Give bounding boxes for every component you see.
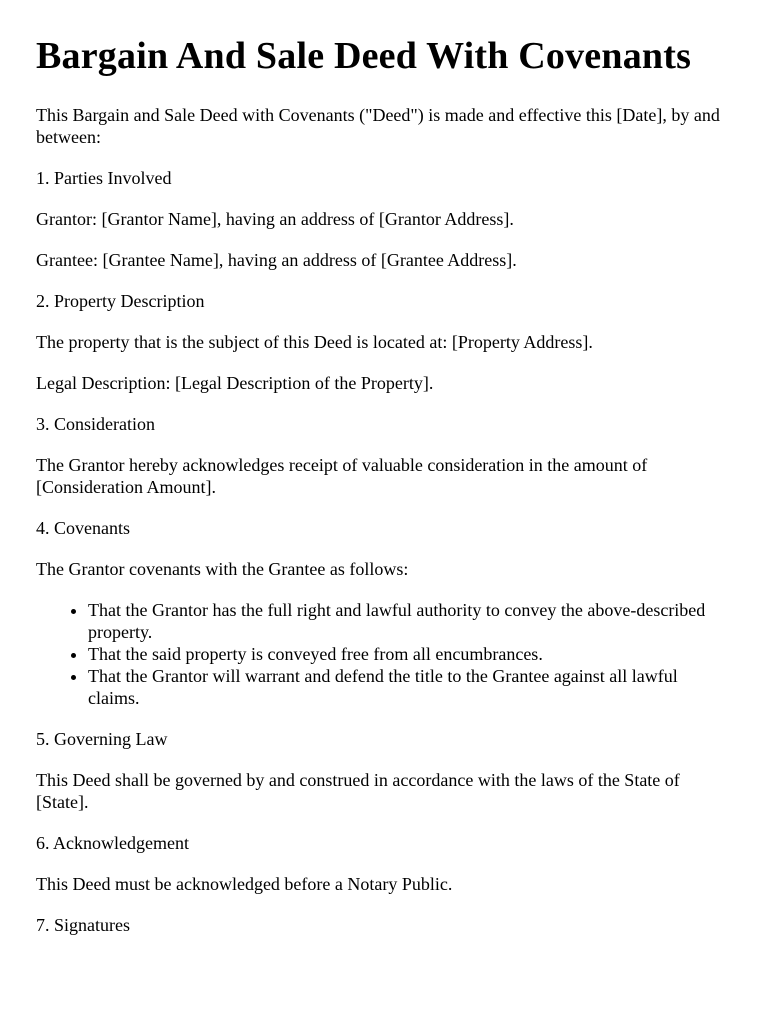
section-heading-parties: 1. Parties Involved — [36, 168, 172, 188]
list-item: • That the said property is conveyed free from all encumbrances. — [88, 643, 726, 665]
list-item: • That the Grantor will warrant and defend the title to the Grantee against all lawful claims. — [88, 665, 726, 709]
section-heading-acknowledgement: 6. Acknowledgement — [36, 833, 189, 853]
document-title: Bargain And Sale Deed With Covenants — [36, 35, 692, 77]
legal-description-paragraph: Legal Description: [Legal Description of the Property]. — [36, 373, 434, 393]
property-location-paragraph: The property that is the subject of this Deed is located at: [Property Address]. — [36, 332, 593, 352]
section-heading-property: 2. Property Description — [36, 291, 205, 311]
governing-law-paragraph: This Deed shall be governed by and construed in accordance with the laws of the State of [State]. — [36, 770, 680, 812]
consideration-paragraph: The Grantor hereby acknowledges receipt of valuable consideration in the amount of [Consideration Amount]. — [36, 455, 648, 497]
covenants-intro-paragraph: The Grantor covenants with the Grantee as follows: — [36, 559, 409, 579]
section-heading-covenants: 4. Covenants — [36, 518, 130, 538]
document-page — [36, 0, 726, 936]
acknowledgement-paragraph: This Deed must be acknowledged before a Notary Public. — [36, 874, 453, 894]
list-item: • That the Grantor has the full right and lawful authority to convey the above-described property. — [88, 599, 726, 643]
section-heading-governing-law: 5. Governing Law — [36, 729, 168, 749]
grantor-paragraph: Grantor: [Grantor Name], having an address of [Grantor Address]. — [36, 209, 514, 229]
covenants-list — [36, 599, 726, 709]
section-heading-signatures: 7. Signatures — [36, 915, 130, 935]
grantee-paragraph: Grantee: [Grantee Name], having an address of [Grantee Address]. — [36, 250, 517, 270]
intro-paragraph: This Bargain and Sale Deed with Covenants ("Deed") is made and effective this [Date], by and between: — [36, 105, 720, 147]
section-heading-consideration: 3. Consideration — [36, 414, 155, 434]
